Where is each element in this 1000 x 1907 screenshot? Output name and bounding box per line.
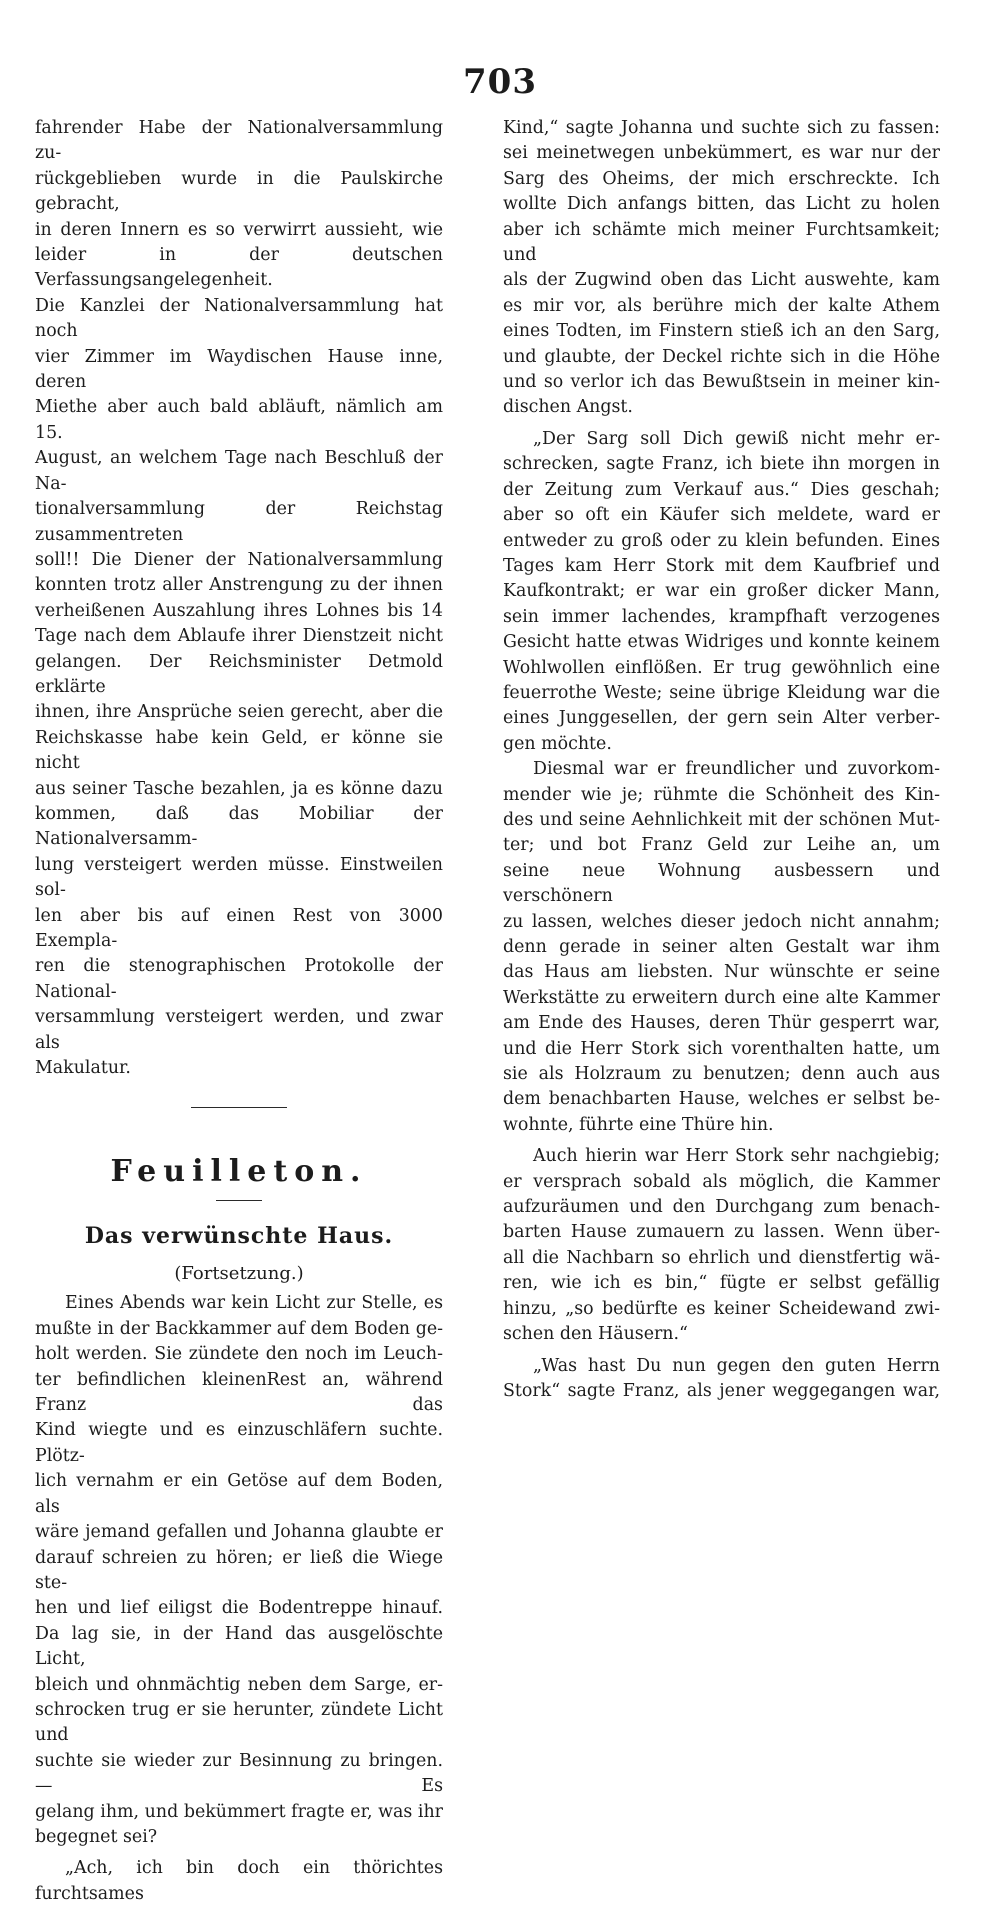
text-line: ter befindlichen kleinenRest an, während Franz das: [35, 1369, 443, 1416]
left-column: [35, 116, 443, 1907]
text-line: dem benachbarten Hause, welches er selbst be-: [503, 1089, 940, 1110]
text-line: „Was hast Du nun gegen den guten Herrn: [533, 1355, 940, 1376]
text-line: Werkstätte zu erweitern durch eine alte Kammer: [503, 987, 940, 1008]
story-paragraph: [503, 116, 940, 421]
text-line: konnten trotz aller Anstrengung zu der ihnen: [35, 575, 443, 596]
text-line: Die Kanzlei der Nationalversammlung hat noch: [35, 295, 443, 342]
text-line: des und seine Aehnlichkeit mit der schönen Mut-: [503, 809, 940, 830]
text-line: gelangen. Der Reichsminister Detmold erklärte: [35, 651, 443, 697]
text-line: „Der Sarg soll Dich gewiß nicht mehr er-: [533, 428, 940, 449]
text-line: und die Herr Stork sich vorenthalten hatte, um: [503, 1038, 940, 1059]
text-line: barten Hause zumauern zu lassen. Wenn über-: [503, 1222, 940, 1243]
story-subtitle: (Fortsetzung.): [174, 1263, 304, 1285]
text-line: dischen Angst.: [503, 397, 633, 418]
text-line: wohnte, führte eine Thüre hin.: [503, 1114, 774, 1135]
text-line: Kind wiegte und es einzuschläfern suchte. Plötz-: [35, 1420, 443, 1466]
text-line: als der Zugwind oben das Licht auswehte, kam: [503, 270, 940, 291]
text-line: hen und lief eiligst die Bodentreppe hinauf.: [35, 1598, 443, 1619]
text-line: gen möchte.: [503, 733, 612, 754]
text-line: feuerrothe Weste; seine übrige Kleidung war die: [503, 682, 940, 703]
text-line: darauf schreien zu hören; er ließ die Wiege ste-: [35, 1547, 443, 1593]
text-line: ren die stenographischen Protokolle der National-: [35, 956, 443, 1002]
text-line: Reichskasse habe kein Geld, er könne sie nicht: [35, 727, 443, 774]
text-line: gelang ihm, und bekümmert fragte er, was ihr: [35, 1801, 443, 1822]
text-line: Kaufkontrakt; er war ein großer dicker Mann,: [503, 581, 940, 602]
section-title: Feuilleton.: [110, 1154, 368, 1190]
text-line: in deren Innern es so verwirrt aussieht, wie: [35, 219, 443, 240]
news-paragraph: [35, 116, 443, 1081]
text-line: denn gerade in seiner alten Gestalt war ihm: [503, 937, 940, 957]
text-line: all die Nachbarn so ehrlich und dienstfertig wä-: [503, 1247, 940, 1268]
text-line: Eines Abends war kein Licht zur Stelle, es: [65, 1293, 443, 1314]
text-line: aber ich schämte mich meiner Furchtsamkeit; und: [503, 219, 940, 266]
text-line: ren, wie ich es bin,“ fügte er selbst gefällig: [503, 1273, 940, 1294]
text-line: Da lag sie, in der Hand das ausgelöschte Licht,: [35, 1623, 443, 1670]
story-paragraph: [503, 427, 940, 757]
text-line: am Ende des Hauses, deren Thür gesperrt war,: [503, 1013, 940, 1034]
text-line: Auch hierin war Herr Stork sehr nachgiebig;: [533, 1146, 940, 1167]
text-line: soll!! Die Diener der Nationalversammlung: [35, 549, 443, 570]
text-line: Tage nach dem Ablaufe ihrer Dienstzeit nicht: [35, 626, 443, 647]
story-paragraph: [503, 1144, 940, 1347]
text-line: len aber bis auf einen Rest von 3000 Exempla-: [35, 905, 443, 951]
text-line: es mir vor, als berühre mich der kalte Athem: [503, 295, 940, 316]
text-line: verheißenen Auszahlung ihres Lohnes bis 14: [35, 600, 443, 621]
text-line: er versprach sobald als möglich, die Kammer: [503, 1171, 940, 1192]
text-line: aufzuräumen und den Durchgang zum benach-: [503, 1197, 940, 1218]
text-line: hinzu, „so bedürfte es keiner Scheidewand zwi-: [503, 1298, 940, 1319]
text-line: Stork“ sagte Franz, als jener weggegangen war,: [503, 1380, 940, 1401]
text-line: sein immer lachendes, krampfhaft verzogenes: [503, 606, 940, 627]
text-line: lich vernahm er ein Getöse auf dem Boden, als: [35, 1471, 443, 1517]
section-divider: [191, 1107, 287, 1108]
title-divider: [216, 1200, 262, 1201]
text-line: versammlung versteigert werden, und zwar als: [35, 1007, 443, 1053]
text-line: wollte Dich anfangs bitten, das Licht zu holen: [503, 194, 940, 215]
text-line: schrecken, sagte Franz, ich biete ihn morgen in: [503, 454, 940, 475]
text-line: wäre jemand gefallen und Johanna glaubte er: [35, 1522, 443, 1543]
text-line: Kind,“ sagte Johanna und suchte sich zu fassen:: [503, 118, 940, 138]
text-line: zu lassen, welches dieser jedoch nicht annahm;: [503, 911, 940, 932]
text-line: sei meinetwegen unbekümmert, es war nur der: [503, 143, 940, 164]
story-title: Das verwünschte Haus.: [84, 1223, 394, 1250]
text-line: ihnen, ihre Ansprüche seien gerecht, aber die: [35, 702, 443, 723]
text-line: aber so oft ein Käufer sich meldete, ward er: [503, 505, 940, 526]
text-line: vier Zimmer im Waydischen Hause inne, deren: [35, 346, 443, 393]
text-line: eines Todten, im Finstern stieß ich an den Sarg,: [503, 321, 940, 342]
text-line: lung versteigert werden müsse. Einstweilen sol-: [35, 854, 443, 901]
text-line: rückgeblieben wurde in die Paulskirche gebracht,: [35, 168, 443, 215]
page-number: 703: [463, 62, 537, 102]
text-line: und so verlor ich das Bewußtsein in meiner kin-: [503, 372, 940, 393]
right-column: [503, 116, 940, 1404]
text-line: tionalversammlung der Reichstag zusammentreten: [35, 499, 443, 545]
text-line: kommen, daß das Mobiliar der Nationalversamm-: [35, 803, 443, 850]
story-paragraph: [503, 757, 940, 1138]
text-line: Diesmal war er freundlicher und zuvorkom-: [533, 759, 940, 780]
text-line: „Ach, ich bin doch ein thörichtes furchtsames: [35, 1858, 443, 1904]
text-line: suchte sie wieder zur Besinnung zu bringen. — Es: [35, 1750, 443, 1797]
text-line: mender wie je; rühmte die Schönheit des Kin-: [503, 784, 940, 805]
story-paragraph: [35, 1291, 443, 1850]
text-line: sie als Holzraum zu benutzen; denn auch aus: [503, 1064, 940, 1085]
text-line: August, an welchem Tage nach Beschluß der Na-: [35, 448, 443, 494]
text-line: der Zeitung zum Verkauf aus.“ Dies geschah;: [503, 479, 940, 500]
text-line: und glaubte, der Deckel richte sich in die Höhe: [503, 346, 940, 367]
text-line: schen den Häusern.“: [503, 1324, 688, 1345]
text-line: aus seiner Tasche bezahlen, ja es könne dazu: [35, 778, 443, 799]
text-line: eines Junggesellen, der gern sein Alter verber-: [503, 708, 940, 729]
text-line: leider in der deutschen Verfassungsangelegenheit.: [35, 245, 443, 291]
text-line: Gesicht hatte etwas Widriges und konnte keinem: [503, 632, 940, 653]
text-line: Makulatur.: [35, 1058, 131, 1079]
text-line: bleich und ohnmächtig neben dem Sarge, er-: [35, 1674, 443, 1695]
text-line: holt werden. Sie zündete den noch im Leuch-: [35, 1344, 443, 1365]
story-paragraph: [35, 1856, 443, 1907]
text-line: ter; und bot Franz Geld zur Leihe an, um: [503, 835, 940, 856]
text-line: schrocken trug er sie herunter, zündete Licht und: [35, 1699, 443, 1746]
text-line: mußte in der Backkammer auf dem Boden ge-: [35, 1318, 443, 1339]
text-line: seine neue Wohnung ausbessern und verschönern: [503, 860, 940, 907]
text-line: fahrender Habe der Nationalversammlung zu-: [35, 118, 443, 164]
text-line: Miethe aber auch bald abläuft, nämlich am 15.: [35, 397, 443, 443]
text-line: begegnet sei?: [35, 1826, 158, 1847]
text-line: Tages kam Herr Stork mit dem Kaufbrief und: [503, 555, 940, 576]
text-line: Sarg des Oheims, der mich erschreckte. Ich: [503, 168, 940, 189]
text-line: das Haus am liebsten. Nur wünschte er seine: [503, 962, 940, 983]
story-paragraph: [503, 1354, 940, 1405]
text-line: Wohlwollen einflößen. Er trug gewöhnlich eine: [503, 657, 940, 678]
text-line: entweder zu groß oder zu klein befunden. Eines: [503, 530, 940, 551]
